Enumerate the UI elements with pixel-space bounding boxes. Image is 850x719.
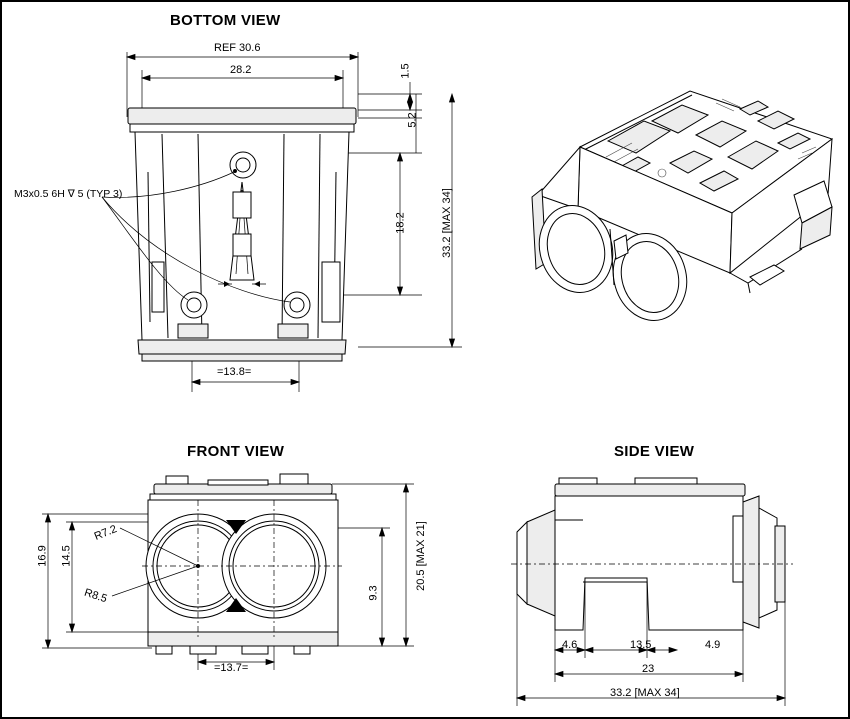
side-rear-section-dim: 4.9 [705,639,721,651]
front-lens-radius-large-dim: R7.2 [92,523,119,543]
side-mid-section-dim: 13.5 [630,639,652,651]
front-lens-center-height-dim: 9.3 [367,585,380,601]
front-view-title: FRONT VIEW [187,443,285,460]
bottom-overall-length-dim: 33.2 [MAX 34] [440,188,453,258]
bottom-view-title: BOTTOM VIEW [170,12,281,29]
front-overall-height-dim: 16.9 [36,545,49,567]
bottom-hole-spacing-horizontal-dim: =13.8= [217,366,252,378]
front-lens-height-dim: 14.5 [60,545,73,567]
front-body-height-dim: 20.5 [MAX 21] [414,521,427,591]
bottom-boss-offset-dim: 5.2 [406,112,419,128]
bottom-ref-width-dim: REF 30.6 [214,42,261,54]
front-lens-spacing-dim: =13.7= [214,662,249,674]
side-view-title: SIDE VIEW [614,443,695,460]
bottom-flange-thickness-dim: 1.5 [399,63,412,79]
side-front-section-dim: 4.6 [562,639,578,651]
thread-callout-note: M3x0.5 6H ∇ 5 (TYP 3) [14,188,123,200]
isometric-view-geometry [502,77,842,377]
side-overall-length-dim: 33.2 [MAX 34] [610,687,680,699]
bottom-hole-spacing-vertical-dim: 18.2 [394,212,407,234]
bottom-inner-width-dim: 28.2 [230,64,252,76]
side-body-length-dim: 23 [642,663,655,675]
side-view-geometry [497,470,847,715]
front-lens-radius-outer-dim: R8.5 [82,586,109,606]
